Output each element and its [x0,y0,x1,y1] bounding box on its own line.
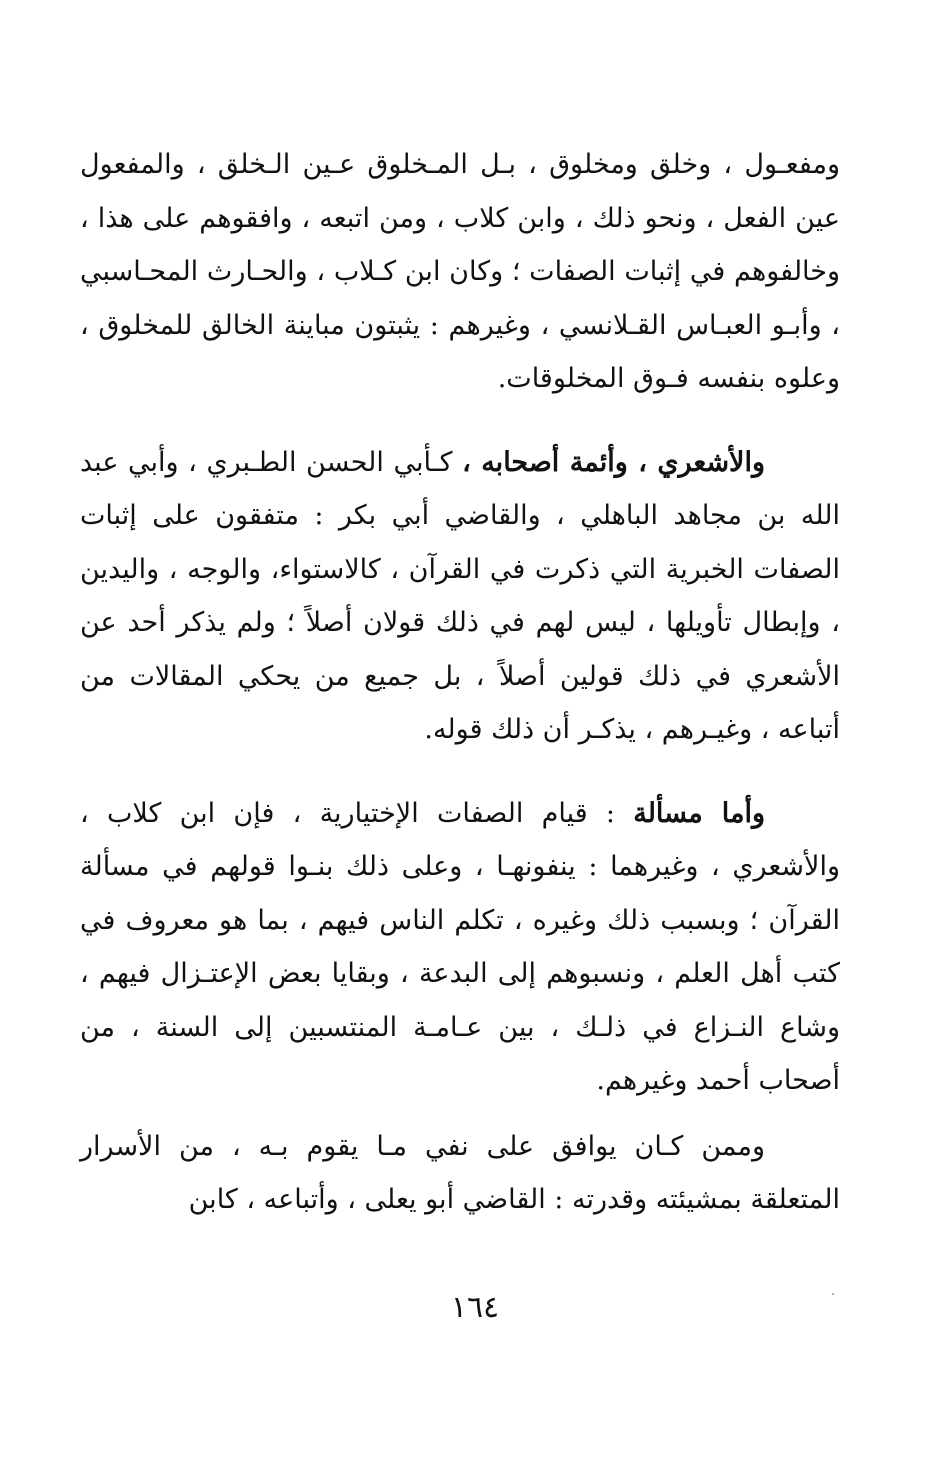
paragraph-3-lead: وأما مسألة [633,797,766,829]
paragraph-2 [80,436,840,757]
paragraph-4 [80,1120,840,1227]
paragraph-3 [80,787,840,1108]
paragraph-4-text: وممن كـان يوافق على نفي مـا يقوم بـه ، من الأسرار المتعلقة بمشيئته وقدرته : القاضي أبو يعلى ، وأتباعه ، كابن [80,1130,840,1215]
page-body [80,138,840,1227]
paragraph-3-text: : قيام الصفات الإختيارية ، فإن ابن كلاب ، والأشعري ، وغيرهما : ينفونهـا ، وعلى ذلك بنـوا قولهم في مسألة القرآن ؛ وبسبب ذلك وغيره ، تكلم الناس فيهم ، بما هو معروف في كتب أهل العلم ، ونسبوهم إلى البدعة ، وبقايا بعض الإعتـزال فيهم ، وشاع النـزاع في ذلـك ، بين عـامـة المنتسبين إلى السنة ، من أصحاب أحمد وغيرهم. [80,797,840,1096]
paragraph-1-text: ومفعـول ، وخلق ومخلوق ، بـل المـخلوق عـين الـخلق ، والمفعول عين الفعل ، ونحو ذلك ، وابن كلاب ، ومن اتبعه ، وافقوهم على هذا ، وخالفوهم في إثبات الصفات ؛ وكان ابن كـلاب ، والحـارث المحـاسبي ، وأبـو العبـاس القـلانسي ، وغيرهم : يثبتون مباينة الخالق للمخلوق ، وعلوه بنفسه فـوق المخلوقات. [80,149,840,394]
paragraph-2-lead: والأشعري ، وأئمة أصحابه ، [462,446,765,478]
paragraph-1 [80,138,840,406]
page-number: ١٦٤ [450,1290,500,1325]
paragraph-2-text: كـأبي الحسن الطـبري ، وأبي عبد الله بن مجاهد الباهلي ، والقاضي أبي بكر : متفقون على إثبات الصفات الخبرية التي ذكرت في القرآن ، كالاستواء، والوجه ، واليدين ، وإبطال تأويلها ، ليس لهم في ذلك قولان أصلاً ؛ ولم يذكر أحد عن الأشعري في ذلك قولين أصلاً ، بل جميع من يحكي المقالات من أتباعه ، وغيـرهم ، يذكـر أن ذلك قوله. [80,446,840,745]
